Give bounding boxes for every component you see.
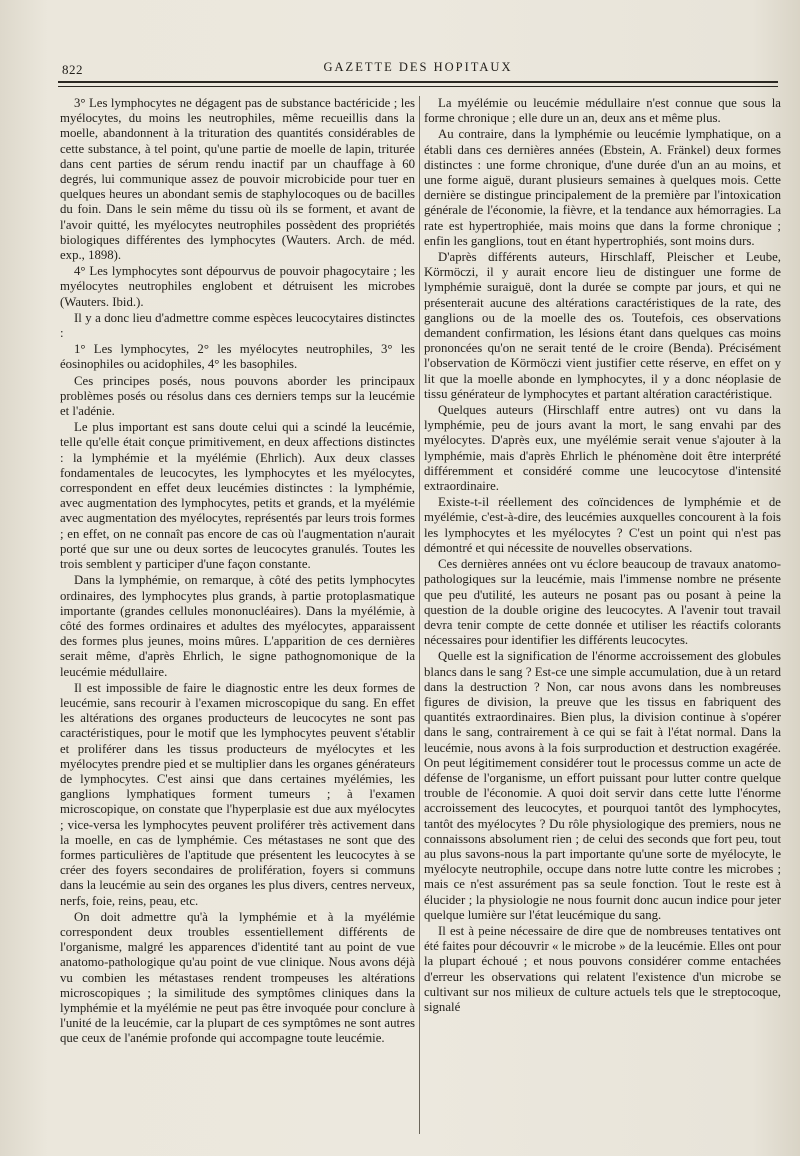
paragraph: Existe-t-il réellement des coïncidences de lymphémie et de myélémie, c'est-à-dire, des leucémies auxquelles concourent à la fois les lymphocytes et les myélocytes ? C'est un point qui n'est pas démontré et qui nécessite de nouvelles observations. xyxy=(424,495,781,555)
paragraph: Au contraire, dans la lymphémie ou leucémie lymphatique, on a établi dans ces dernières années (Ebstein, A. Fränkel) deux formes distinctes : une forme chronique, d'une durée d'un an au moins, et une forme aiguë, durant plusieurs semaines à quelques mois. Cette dernière se distingue principalement de la première par l'intoxication générale de l'économie, la fièvre, et la tendance aux hémorragies. La rate est hypertrophiée, mais moins que dans la forme chronique ; enfin les ganglions, tout en étant hypertrophiés, sont moins durs. xyxy=(424,127,781,248)
paragraph: Il est impossible de faire le diagnostic entre les deux formes de leucémie, sans recourir à l'examen microscopique du sang. En effet les altérations des organes producteurs de leucocytes ne sont pas caractéristiques, pour le motif que les lymphocytes peuvent s'établir et proliférer dans les tissus producteurs de myélocytes et les myélocytes prendre pied et se multiplier dans les organes générateurs de lymphocytes. C'est ainsi que dans certaines myélémies, les ganglions lymphatiques forment tumeurs ; à l'examen microscopique, on constate que l'hyperplasie est due aux myélocytes ; vice-versa les lymphocytes peuvent proliférer très activement dans la moelle, en cas de lymphémie. Ces métastases ne sont que des formes particulières de l'aptitude que présentent les leucocytes à se créer des foyers secondaires de prolifération, foyers si communs dans la leucémie au sein des organes les plus divers, centres nerveux, nerfs, foie, reins, peau, etc. xyxy=(60,680,415,908)
page-number: 822 xyxy=(62,62,83,77)
paragraph: Il y a donc lieu d'admettre comme espèces leucocytaires distinctes : xyxy=(60,310,415,341)
paragraph: 3° Les lymphocytes ne dégagent pas de substance bactéricide ; les myélocytes, du moins les neutrophiles, même recueillis dans la moelle, abandonnent à la trituration des quantités considérables de cette substance, à tel point, qu'une partie de moelle de lapin, triturée dans cent parties de sérum rendu inactif par un chauffage à 60 degrés, lui communique assez de pouvoir microbicide pour tuer en quelques heures un abondant semis de staphylocoques ou de bacilles du foin. Dans le sein même du tissu où ils se forment, et avant de l'avoir quitté, les myélocytes neutrophiles possèdent des propriétés biologiques différentes des lymphocytes (Wauters. Arch. de méd. exp., 1898). xyxy=(60,96,415,263)
paragraph: Ces dernières années ont vu éclore beaucoup de travaux anatomo-pathologiques sur la leucémie, mais l'immense nombre ne présente que peu d'utilité, les auteurs ne posant pas ou posant à peine la question de la double origine des leucocytes. A l'avenir tout travail devra tenir compte de cette donnée et utiliser les réactifs colorants nécessaires pour identifier les différents leucocytes. xyxy=(424,557,781,648)
paragraph: Ces principes posés, nous pouvons aborder les principaux problèmes posés ou résolus dans ces derniers temps sur la leucémie et l'adénie. xyxy=(60,373,415,419)
paragraph: 4° Les lymphocytes sont dépourvus de pouvoir phagocytaire ; les myélocytes neutrophiles englobent et détruisent les microbes (Wauters. Ibid.). xyxy=(60,264,415,309)
journal-title: GAZETTE DES HOPITAUX xyxy=(323,60,513,74)
running-header xyxy=(58,56,778,80)
header-rule-thin xyxy=(58,86,778,87)
paragraph: Le plus important est sans doute celui qui a scindé la leucémie, telle qu'elle était conçue primitivement, en deux affections distinctes : la lymphémie et la myélémie (Ehrlich). Aux deux classes fondamentales de leucocytes, les lymphocytes et les myélocytes, correspondent en effet deux leucémies distinctes : la lymphémie, avec augmentation des lymphocytes, petits et grands, et la myélémie avec augmentation des myélocytes, représentés par leurs trois formes ; en effet, on ne connaît pas encore de cas où l'augmentation n'aurait porté que sur une ou deux sortes de leucocytes granulés. Toutes les trois semblent y participer d'une façon constante. xyxy=(60,420,415,572)
right-column xyxy=(424,96,781,1138)
paragraph: D'après différents auteurs, Hirschlaff, Pleischer et Leube, Körmöczi, il y aurait encore lieu de distinguer une forme de lymphémie suraiguë, dont la durée se compte par jours, et qui ne présenterait aucune des altérations caractéristiques de la rate, des ganglions ou de la moelle des os. Toutefois, ces observations demandent confirmation, les lésions étant dans quelques cas moins prononcées qu'on ne serait tenté de le croire (Benda). Précisément l'observation de Körmöczi vient justifier cette réserve, en effet on y lit que la moelle abonde en lymphocytes, il y a donc néoplasie de tissu générateur de lymphocytes et partant altération caractéristique. xyxy=(424,250,781,401)
paragraph: Quelques auteurs (Hirschlaff entre autres) ont vu dans la lymphémie, peu de jours avant la mort, le sang envahi par des myélocytes. D'après eux, une myélémie serait venue s'ajouter à la lymphémie, mais d'après Ehrlich le phénomène doit être interprété différemment et considéré comme une leucocytose d'intensité extraordinaire. xyxy=(424,403,781,494)
paragraph: La myélémie ou leucémie médullaire n'est connue que sous la forme chronique ; elle dure un an, deux ans et même plus. xyxy=(424,96,781,126)
paragraph: Dans la lymphémie, on remarque, à côté des petits lymphocytes ordinaires, des lymphocytes plus grands, à partie protoplasmatique importante (grandes cellules mononucléaires). Dans la myélémie, à côté des formes ordinaires et adultes des myélocytes, apparaissent des formes plus jeunes, moins mûres. L'apparition de ces dernières serait même, d'après Ehrlich, le signe pathognomonique de la leucémie médullaire. xyxy=(60,573,415,679)
header-rule-thick xyxy=(58,81,778,83)
left-column xyxy=(60,96,415,1138)
paragraph: Quelle est la signification de l'énorme accroissement des globules blancs dans le sang ? Est-ce une simple accumulation, due à un retard dans la destruction ? Non, car nous avons dans les nombreuses figures de division, la preuve que les tissus en fabriquent des quantités extraordinaires. Bien plus, la division continue à s'opérer dans le sang, contrairement à ce qui se fait à l'état normal. Dans la leucémie, nous avons à la fois surproduction et destruction exagérée. On peut légitimement considérer tout le processus comme un acte de défense de l'organisme, un effort puissant pour lutter contre quelque trouble de l'économie. A quoi doit servir dans cette lutte l'énorme accroissement des leucocytes, et pourquoi tantôt des lymphocytes, tantôt des myélocytes ? Du rôle physiologique des premiers, nous ne connaissons absolument rien ; de celui des seconds que fort peu, tout au plus savons-nous la part importante qu'une sorte de myélocyte, le myélocyte neutrophile, occupe dans notre lutte contre les microbes ; mais ce n'est assurément pas sa seule fonction. Tout le reste est à élucider ; la physiologie ne nous fournit donc aucun indice pour jeter quelque lumière sur l'état leucémique du sang. xyxy=(424,649,781,922)
column-divider xyxy=(419,96,420,1134)
paragraph: Il est à peine nécessaire de dire que de nombreuses tentatives ont été faites pour découvrir « le microbe » de la leucémie. Elles ont pour la plupart échoué ; et nous pouvons considérer comme entachées d'erreur les observations qui relatent l'existence d'un microbe se cultivant sur nos milieux de culture actuels tels que le streptocoque, signalé xyxy=(424,923,781,1014)
paragraph: 1° Les lymphocytes, 2° les myélocytes neutrophiles, 3° les éosinophiles ou acidophiles, 4° les basophiles. xyxy=(60,342,415,372)
paragraph: On doit admettre qu'à la lymphémie et à la myélémie correspondent deux troubles essentiellement différents de l'organisme, malgré les apparences d'identité tant au point de vue anatomo-pathologique qu'au point de vue clinique. Nous avons déjà vu combien les métastases rendent trompeuses les altérations microscopiques ; la similitude des symptômes cliniques dans la lymphémie et la myélémie ne peut pas être invoquée pour conclure à l'unité de la leucémie, car la plupart de ces symptômes ne sont autres que ceux de l'anémie profonde qui accompagne toute leucémie. xyxy=(60,909,415,1046)
